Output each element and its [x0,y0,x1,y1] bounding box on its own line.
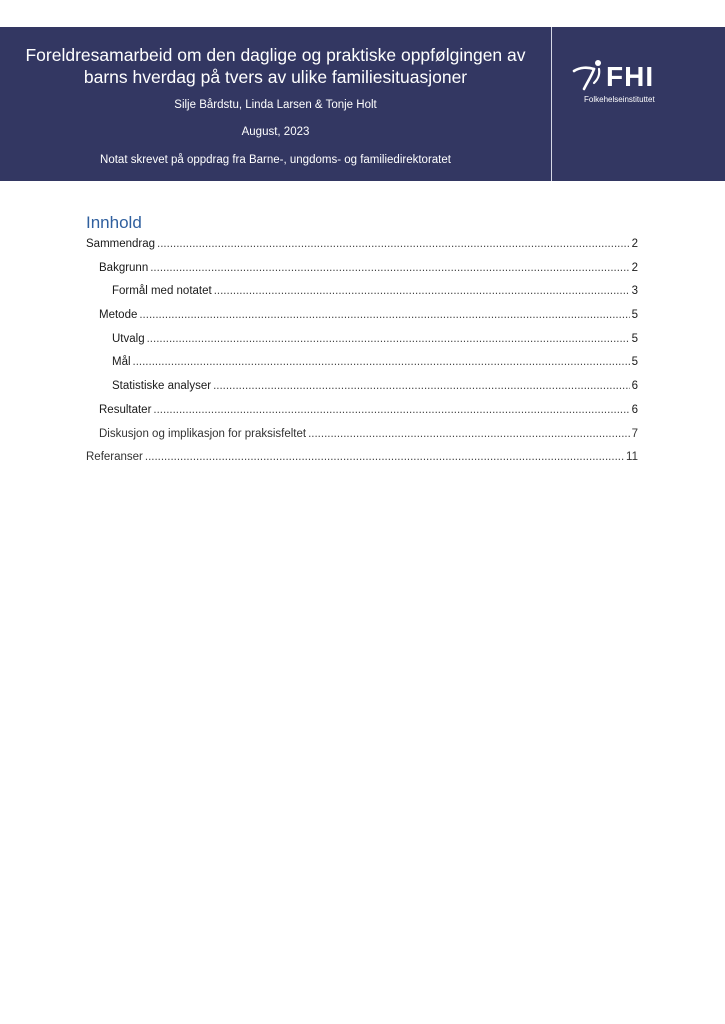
fhi-figure-icon [572,59,606,93]
toc-leader-dots [214,283,630,300]
toc-entry-label: Referanser [86,451,143,464]
toc-entry[interactable] [86,236,638,260]
document-commission: Notat skrevet på oppdrag fra Barne-, ungdoms- og familiedirektoratet [100,154,451,166]
toc-entry-page: 2 [631,238,638,250]
toc-leader-dots [147,331,630,348]
title-banner [0,27,725,181]
toc-entry-label: Sammendrag [86,238,156,250]
document-title: Foreldresamarbeid om den daglige og praktiske oppfølgingen av barns hverdag på tvers av ulike familiesituasjoner [25,45,526,87]
toc-entry-label: Utvalg [112,332,145,345]
toc-leader-dots [139,307,629,324]
toc-leader-dots [153,402,629,419]
toc-heading: Innhold [86,213,142,232]
toc-entry-label: Statistiske analyser [112,380,212,393]
table-of-contents [86,236,638,473]
toc-entry[interactable] [86,354,638,378]
toc-entry-page: 6 [631,403,638,416]
toc-entry-page: 5 [631,309,638,322]
toc-entry[interactable] [86,449,638,473]
toc-entry-page: 6 [631,380,638,393]
toc-entry-label: Formål med notatet [112,285,212,298]
document-date: August, 2023 [241,126,310,138]
toc-entry-page: 5 [631,332,638,345]
toc-entry-page: 5 [631,356,638,369]
fhi-logo-text: FHI [606,61,655,92]
toc-entry[interactable] [86,402,638,426]
toc-entry-label: Metode [99,309,138,322]
toc-entry-page: 7 [631,427,638,440]
banner-divider [551,27,552,181]
toc-leader-dots [150,260,629,277]
toc-entry-page: 3 [631,285,638,298]
toc-entry-label: Diskusjon og implikasjon for praksisfeltet [99,427,307,440]
toc-entry-label: Mål [112,356,131,369]
toc-leader-dots [133,354,630,371]
toc-entry[interactable] [86,283,638,307]
toc-entry-label: Bakgrunn [99,261,149,274]
toc-entry[interactable] [86,260,638,284]
fhi-logo [572,59,672,109]
toc-entry-page: 11 [626,451,638,464]
toc-entry-label: Resultater [99,403,152,416]
toc-entry[interactable] [86,378,638,402]
toc-leader-dots [157,236,630,253]
toc-leader-dots [213,378,630,395]
toc-entry[interactable] [86,307,638,331]
toc-entry[interactable] [86,426,638,450]
toc-leader-dots [308,426,630,443]
fhi-logo-subtitle: Folkehelseinstituttet [584,95,655,104]
document-authors: Silje Bårdstu, Linda Larsen & Tonje Holt [174,99,377,111]
toc-entry-page: 2 [631,261,638,274]
banner-text-area [0,27,551,181]
toc-entry[interactable] [86,331,638,355]
toc-leader-dots [145,449,624,466]
